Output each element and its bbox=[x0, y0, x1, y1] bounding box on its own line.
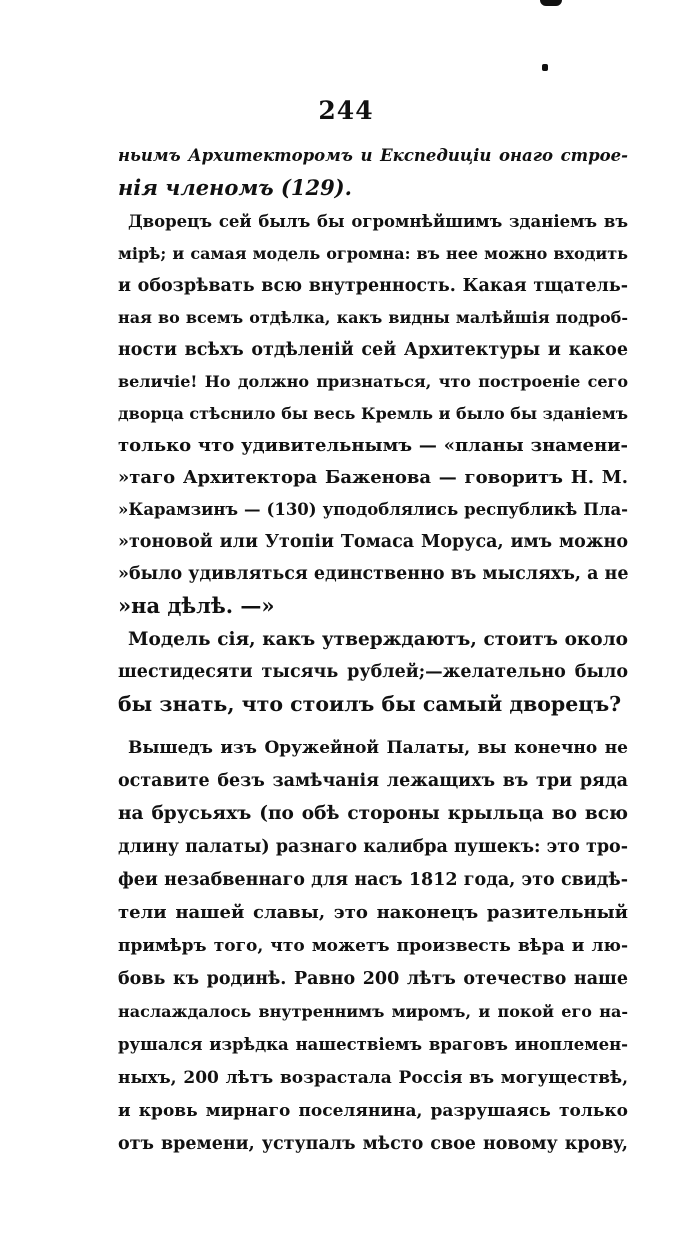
text-line: »на дѣлѣ. —» bbox=[118, 593, 275, 618]
text-line: и кровь мирнаго поселянина, разрушаясь только bbox=[118, 1101, 628, 1121]
text-line: нія членомъ (129). bbox=[118, 175, 352, 200]
text-line: Модель сія, какъ утверждаютъ, стоитъ около bbox=[128, 629, 628, 650]
text-line: бы знать, что стоилъ бы самый дворецъ? bbox=[118, 692, 622, 716]
text-line: »было удивляться единственно въ мысляхъ, а не bbox=[118, 564, 629, 584]
text-line: тели нашей славы, это наконецъ разительный bbox=[118, 902, 628, 923]
text-line: ныхъ, 200 лѣтъ возрастала Россія въ могуществѣ, bbox=[118, 1068, 628, 1088]
text-line: Дворецъ сей былъ бы огромнѣйшимъ зданіемъ въ bbox=[128, 212, 628, 231]
text-line: примѣръ того, что можетъ произвесть вѣра и лю- bbox=[118, 936, 628, 956]
text-line: шестидесяти тысячь рублей;—желательно было bbox=[118, 662, 628, 682]
text-line: и обозрѣвать всю внутренность. Какая тщатель- bbox=[118, 276, 628, 296]
text-line: бовь къ родинѣ. Равно 200 лѣтъ отечество наше bbox=[118, 969, 628, 989]
text-line: »тоновой или Утопіи Томаса Моруса, имъ можно bbox=[118, 532, 628, 552]
text-line: наслаждалось внутреннимъ миромъ, и покой его на- bbox=[118, 1002, 628, 1021]
text-line: мірѣ; и самая модель огромна: въ нее можно входить bbox=[118, 244, 628, 263]
ink-dot bbox=[542, 64, 548, 71]
text-line: ньимъ Архитекторомъ и Експедиціи онаго строе- bbox=[118, 146, 628, 165]
text-line: только что удивительнымъ — «планы знамени- bbox=[118, 435, 628, 456]
text-line: оставите безъ замѣчанія лежащихъ въ три ряда bbox=[118, 771, 628, 791]
text-line: рушался изрѣдка нашествіемъ враговъ иноплемен- bbox=[118, 1035, 628, 1054]
text-line: дворца стѣснило бы весь Кремль и было бы зданіемъ bbox=[118, 404, 628, 423]
text-line: величіе! Но должно признаться, что построеніе сего bbox=[118, 372, 628, 391]
ink-mark bbox=[540, 0, 562, 6]
text-line: феи незабвеннаго для насъ 1812 года, это свидѣ- bbox=[118, 870, 628, 890]
text-line: ная во всемъ отдѣлка, какъ видны малѣйшія подроб- bbox=[118, 308, 628, 327]
text-line: длину палаты) разнаго калибра пушекъ: это тро- bbox=[118, 837, 628, 857]
text-line: »Карамзинъ — (130) уподоблялись республикѣ Пла- bbox=[118, 500, 628, 519]
text-line: ности всѣхъ отдѣленій сей Архитектуры и какое bbox=[118, 340, 628, 360]
text-line: Вышедъ изъ Оружейной Палаты, вы конечно не bbox=[128, 738, 628, 758]
text-line: отъ времени, уступалъ мѣсто свое новому кровy, bbox=[118, 1134, 628, 1154]
page-number: 244 bbox=[318, 96, 374, 125]
text-line: »таго Архитектора Баженова — говоритъ Н. М. bbox=[118, 467, 628, 488]
text-line: на брусьяхъ (по обѣ стороны крыльца во всю bbox=[118, 803, 628, 824]
